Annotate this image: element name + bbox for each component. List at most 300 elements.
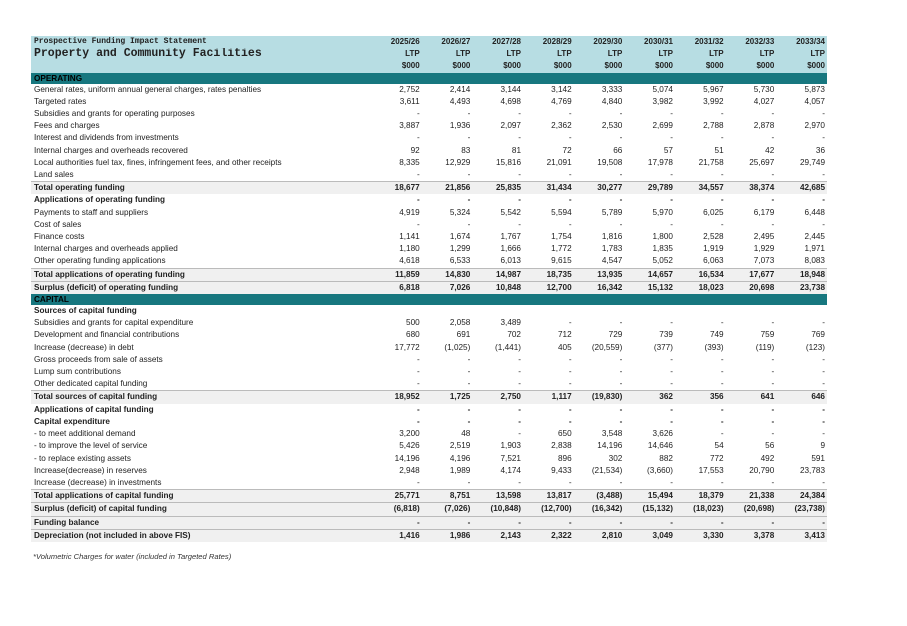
unit-header: $000 (726, 60, 777, 72)
cell-value: 13,817 (523, 490, 574, 503)
cell-value: - (518, 133, 521, 143)
cell-value: 3,887 (399, 121, 420, 131)
cell-value: 42,685 (776, 182, 827, 195)
header-spacer (31, 60, 371, 72)
cell-value: - (518, 379, 521, 389)
table-row (31, 108, 827, 120)
table-row (31, 132, 827, 144)
cell-value: 1,903 (500, 441, 521, 451)
row-label: Subsidies and grants for operating purposes (34, 109, 195, 119)
cell-value: 4,919 (399, 207, 420, 217)
cell-value: - (771, 477, 775, 487)
cell-value: 7,073 (753, 256, 775, 266)
cell-value: 3,144 (500, 84, 521, 94)
cell-value (675, 305, 726, 317)
plan-header: LTP (574, 48, 625, 60)
cell-value: 7,521 (500, 453, 521, 463)
cell-value: 13,935 (574, 268, 625, 281)
cell-value: - (720, 133, 724, 143)
cell-value: - (771, 133, 775, 143)
cell-value: 1,929 (753, 244, 775, 254)
plan-header: LTP (523, 48, 574, 60)
cell-value: 1,816 (601, 232, 623, 242)
cell-value: - (416, 354, 420, 364)
cell-value: 9 (820, 441, 825, 451)
table-row (31, 428, 827, 440)
section-capital (31, 294, 827, 305)
cell-value: - (467, 367, 471, 377)
cell-value: 2,699 (652, 121, 673, 131)
cell-value: - (518, 404, 521, 414)
cell-value: - (518, 354, 521, 364)
cell-value: 1,416 (371, 529, 422, 542)
funding-impact-statement (31, 36, 827, 542)
cell-value: - (523, 516, 574, 529)
cell-value: 6,063 (703, 256, 724, 266)
cell-value: 2,750 (472, 391, 523, 404)
cell-value: - (771, 219, 775, 229)
cell-value: 6,025 (703, 207, 724, 217)
cell-value: - (720, 318, 724, 328)
cell-value: 2,752 (399, 84, 420, 94)
cell-value: 1,767 (500, 232, 521, 242)
cell-value: 302 (608, 453, 623, 463)
cell-value: 759 (760, 330, 775, 340)
cell-value: 15,132 (624, 281, 675, 294)
row-label: Lump sum contributions (34, 367, 121, 377)
row-label: Depreciation (not included in above FIS) (31, 529, 371, 542)
cell-value: 18,677 (371, 182, 422, 195)
table-row (31, 182, 827, 195)
cell-value: - (619, 367, 623, 377)
row-label: Surplus (deficit) of capital funding (31, 503, 371, 516)
cell-value: 30,277 (574, 182, 625, 195)
cell-value: 6,818 (371, 281, 422, 294)
unit-header: $000 (472, 60, 523, 72)
row-label: Increase (decrease) in debt (34, 342, 134, 352)
cell-value: 3,200 (399, 429, 420, 439)
cell-value: - (568, 367, 572, 377)
cell-value: - (619, 354, 623, 364)
cell-value: 3,142 (551, 84, 572, 94)
section-operating (31, 73, 827, 84)
unit-header: $000 (422, 60, 473, 72)
cell-value: 31,434 (523, 182, 574, 195)
cell-value: 2,519 (449, 441, 471, 451)
table-row (31, 477, 827, 490)
table-row (31, 243, 827, 255)
cell-value: - (726, 516, 777, 529)
cell-value: - (568, 404, 572, 414)
cell-value: - (822, 318, 825, 328)
unit-header: $000 (523, 60, 574, 72)
cell-value: - (467, 195, 471, 205)
year-header: 2030/31 (624, 36, 675, 48)
unit-header: $000 (624, 60, 675, 72)
cell-value: 5,789 (601, 207, 623, 217)
cell-value: 1,725 (422, 391, 473, 404)
cell-value (574, 305, 625, 317)
cell-value: 21,338 (726, 490, 777, 503)
cell-value: 2,530 (601, 121, 623, 131)
cell-value: - (670, 354, 673, 364)
cell-value: 1,674 (449, 232, 471, 242)
cell-value: 17,772 (394, 342, 420, 352)
cell-value: - (467, 133, 471, 143)
table-row (31, 255, 827, 268)
year-header: 2026/27 (422, 36, 473, 48)
fis-table (31, 36, 827, 542)
cell-value: - (619, 477, 623, 487)
cell-value: 15,494 (624, 490, 675, 503)
row-label: Increase (decrease) in investments (34, 477, 162, 487)
row-label: Internal charges and overheads recovered (34, 145, 188, 155)
cell-value: - (619, 133, 623, 143)
cell-value: 18,023 (675, 281, 726, 294)
cell-value: 25,697 (749, 157, 775, 167)
table-row (31, 169, 827, 182)
cell-value: 4,547 (601, 256, 623, 266)
cell-value: - (619, 109, 623, 119)
cell-value: 2,495 (753, 232, 775, 242)
cell-value: - (518, 429, 521, 439)
cell-value: - (416, 404, 420, 414)
row-label: Funding balance (31, 516, 371, 529)
row-label: Cost of sales (34, 219, 82, 229)
cell-value: 2,528 (703, 232, 724, 242)
cell-value: 4,840 (601, 96, 623, 106)
cell-value: 12,700 (523, 281, 574, 294)
row-label: Increase(decrease) in reserves (34, 465, 147, 475)
row-label: Interest and dividends from investments (34, 133, 179, 143)
table-row (31, 366, 827, 378)
cell-value: - (822, 195, 825, 205)
cell-value: 25,771 (371, 490, 422, 503)
cell-value: 9,433 (551, 465, 572, 475)
table-row (31, 378, 827, 391)
table-row (31, 440, 827, 452)
cell-value: 1,117 (523, 391, 574, 404)
cell-value: - (670, 416, 673, 426)
cell-value (472, 305, 523, 317)
cell-value: 7,026 (422, 281, 473, 294)
cell-value: - (518, 219, 521, 229)
cell-value (371, 305, 422, 317)
cell-value: - (771, 354, 775, 364)
year-header: 2032/33 (726, 36, 777, 48)
cell-value: 66 (613, 145, 623, 155)
cell-value: 1,986 (422, 529, 473, 542)
cell-value: 3,330 (675, 529, 726, 542)
cell-value: - (619, 404, 623, 414)
cell-value: - (416, 109, 420, 119)
cell-value: 3,333 (601, 84, 623, 94)
cell-value: - (619, 379, 623, 389)
cell-value: (20,698) (726, 503, 777, 516)
row-label: Development and financial contributions (34, 330, 180, 340)
cell-value: - (771, 367, 775, 377)
cell-value: (123) (805, 342, 825, 352)
cell-value: - (467, 354, 471, 364)
cell-value: 5,594 (551, 207, 572, 217)
cell-value: 16,534 (675, 268, 726, 281)
cell-value: 11,859 (371, 268, 422, 281)
table-row (31, 465, 827, 477)
section-heading: CAPITAL (31, 294, 827, 305)
cell-value: 72 (562, 145, 572, 155)
cell-value: 17,677 (726, 268, 777, 281)
cell-value: 2,838 (551, 441, 572, 451)
unit-header: $000 (675, 60, 726, 72)
row-label: Total operating funding (31, 182, 371, 195)
cell-value: 1,971 (804, 244, 825, 254)
table-row (31, 145, 827, 157)
row-label: Applications of capital funding (34, 404, 154, 414)
cell-value: - (720, 379, 724, 389)
cell-value: 14,196 (597, 441, 623, 451)
cell-value: 4,174 (500, 465, 521, 475)
cell-value: 4,027 (753, 96, 775, 106)
cell-value: - (822, 219, 825, 229)
cell-value: 4,698 (500, 96, 521, 106)
cell-value: (1,441) (495, 342, 521, 352)
year-header: 2025/26 (371, 36, 422, 48)
cell-value: - (518, 367, 521, 377)
cell-value: 15,816 (495, 157, 521, 167)
cell-value: - (771, 170, 775, 180)
cell-value: - (416, 416, 420, 426)
cell-value: 3,378 (726, 529, 777, 542)
cell-value: 51 (714, 145, 724, 155)
row-label: Other operating funding applications (34, 256, 166, 266)
cell-value: 18,735 (523, 268, 574, 281)
cell-value: 769 (811, 330, 825, 340)
cell-value: 8,083 (804, 256, 825, 266)
year-header: 2029/30 (574, 36, 625, 48)
cell-value: 14,987 (472, 268, 523, 281)
cell-value: 3,992 (703, 96, 724, 106)
cell-value: (23,738) (776, 503, 827, 516)
cell-value: (21,534) (591, 465, 623, 475)
cell-value: 2,143 (472, 529, 523, 542)
cell-value: 5,730 (753, 84, 775, 94)
unit-header: $000 (574, 60, 625, 72)
cell-value: 1,835 (652, 244, 673, 254)
cell-value: - (670, 379, 673, 389)
cell-value: - (574, 516, 625, 529)
cell-value: 1,666 (500, 244, 521, 254)
cell-value: - (771, 429, 775, 439)
cell-value: 1,299 (449, 244, 471, 254)
cell-value: - (720, 219, 724, 229)
row-label: General rates, uniform annual general charges, rates penalties (34, 84, 262, 94)
cell-value: (3,488) (574, 490, 625, 503)
cell-value: - (670, 318, 673, 328)
cell-value: - (467, 170, 471, 180)
cell-value: 23,783 (799, 465, 825, 475)
cell-value: 16,342 (574, 281, 625, 294)
table-row (31, 231, 827, 243)
row-label: Internal charges and overheads applied (34, 244, 178, 254)
cell-value: 19,508 (597, 157, 623, 167)
cell-value: - (720, 195, 724, 205)
plan-header: LTP (776, 48, 827, 60)
cell-value: 29,749 (799, 157, 825, 167)
cell-value: - (568, 354, 572, 364)
cell-value: 18,379 (675, 490, 726, 503)
cell-value: - (568, 379, 572, 389)
unit-header: $000 (776, 60, 827, 72)
cell-value: (377) (653, 342, 673, 352)
table-row (31, 416, 827, 428)
cell-value: 6,179 (753, 207, 775, 217)
cell-value: - (518, 109, 521, 119)
cell-value: 749 (709, 330, 724, 340)
table-row (31, 96, 827, 108)
cell-value: - (670, 367, 673, 377)
cell-value: 3,626 (652, 429, 673, 439)
cell-value: - (518, 416, 521, 426)
cell-value: - (822, 133, 825, 143)
plan-header: LTP (726, 48, 777, 60)
cell-value: 92 (410, 145, 420, 155)
cell-value: - (670, 477, 673, 487)
cell-value: - (670, 195, 673, 205)
row-label: Local authorities fuel tax, fines, infringement fees, and other receipts (34, 157, 282, 167)
cell-value: (10,848) (472, 503, 523, 516)
cell-value: - (822, 379, 825, 389)
cell-value: 21,856 (422, 182, 473, 195)
cell-value: - (720, 109, 724, 119)
table-row (31, 503, 827, 516)
year-header: 2028/29 (523, 36, 574, 48)
cell-value: 650 (557, 429, 572, 439)
row-label: Finance costs (34, 232, 85, 242)
plan-header: LTP (422, 48, 473, 60)
cell-value: 21,758 (698, 157, 724, 167)
cell-value: 3,049 (624, 529, 675, 542)
cell-value: - (822, 416, 825, 426)
plan-header: LTP (624, 48, 675, 60)
cell-value: - (771, 416, 775, 426)
cell-value: - (416, 477, 420, 487)
cell-value: (6,818) (371, 503, 422, 516)
cell-value: 14,657 (624, 268, 675, 281)
row-label: Total sources of capital funding (31, 391, 371, 404)
cell-value: 1,180 (399, 244, 420, 254)
cell-value: (7,026) (422, 503, 473, 516)
cell-value: (12,700) (523, 503, 574, 516)
cell-value: - (822, 354, 825, 364)
cell-value: - (518, 170, 521, 180)
cell-value: - (568, 170, 572, 180)
cell-value: 2,788 (703, 121, 724, 131)
row-label: Applications of operating funding (34, 195, 165, 205)
table-row (31, 391, 827, 404)
cell-value: 5,967 (703, 84, 724, 94)
cell-value: 9,615 (551, 256, 572, 266)
cell-value: 5,052 (652, 256, 673, 266)
cell-value: 54 (714, 441, 724, 451)
cell-value: (18,023) (675, 503, 726, 516)
table-row (31, 268, 827, 281)
cell-value: - (467, 416, 471, 426)
cell-value: 56 (765, 441, 775, 451)
footnote: *Volumetric Charges for water (included in Targeted Rates) (33, 552, 232, 561)
cell-value (776, 305, 827, 317)
table-row (31, 516, 827, 529)
cell-value: 691 (456, 330, 471, 340)
cell-value: 882 (659, 453, 673, 463)
cell-value: 4,057 (804, 96, 825, 106)
cell-value: - (467, 219, 471, 229)
header-row-plan (31, 48, 827, 60)
page-title: Property and Community Facilities (31, 48, 371, 60)
cell-value: 1,800 (652, 232, 673, 242)
cell-value: 4,196 (449, 453, 471, 463)
cell-value: (20,559) (591, 342, 623, 352)
cell-value: - (568, 318, 572, 328)
cell-value: 1,989 (449, 465, 471, 475)
row-label: Total applications of capital funding (31, 490, 371, 503)
cell-value: - (467, 477, 471, 487)
cell-value: - (416, 133, 420, 143)
cell-value: 4,618 (399, 256, 420, 266)
cell-value: 24,384 (776, 490, 827, 503)
cell-value: - (670, 219, 673, 229)
header-row-years (31, 36, 827, 48)
cell-value: - (416, 379, 420, 389)
plan-header: LTP (472, 48, 523, 60)
cell-value: - (568, 133, 572, 143)
year-header: 2033/34 (776, 36, 827, 48)
table-row (31, 194, 827, 206)
table-row (31, 342, 827, 354)
table-row (31, 219, 827, 231)
cell-value: - (518, 195, 521, 205)
cell-value: 8,751 (422, 490, 473, 503)
year-header: 2027/28 (472, 36, 523, 48)
cell-value: - (776, 516, 827, 529)
cell-value: 38,374 (726, 182, 777, 195)
cell-value: 492 (760, 453, 775, 463)
cell-value: 6,448 (804, 207, 825, 217)
cell-value: - (568, 195, 572, 205)
cell-value: - (670, 109, 673, 119)
cell-value: 34,557 (675, 182, 726, 195)
cell-value: - (720, 367, 724, 377)
cell-value: - (675, 516, 726, 529)
cell-value: 2,948 (399, 465, 420, 475)
cell-value: - (416, 367, 420, 377)
cell-value: (1,025) (444, 342, 471, 352)
cell-value: 6,533 (449, 256, 471, 266)
cell-value: - (720, 354, 724, 364)
table-row (31, 317, 827, 329)
row-label: Payments to staff and suppliers (34, 207, 149, 217)
cell-value: 712 (557, 330, 572, 340)
row-label: - to meet additional demand (34, 429, 136, 439)
row-label: - to improve the level of service (34, 441, 148, 451)
cell-value: 5,324 (449, 207, 471, 217)
row-label: Other dedicated capital funding (34, 379, 148, 389)
cell-value: - (416, 219, 420, 229)
cell-value: 10,848 (472, 281, 523, 294)
table-row (31, 84, 827, 96)
cell-value: 83 (461, 145, 471, 155)
cell-value: 36 (815, 145, 825, 155)
row-label: Targeted rates (34, 96, 87, 106)
